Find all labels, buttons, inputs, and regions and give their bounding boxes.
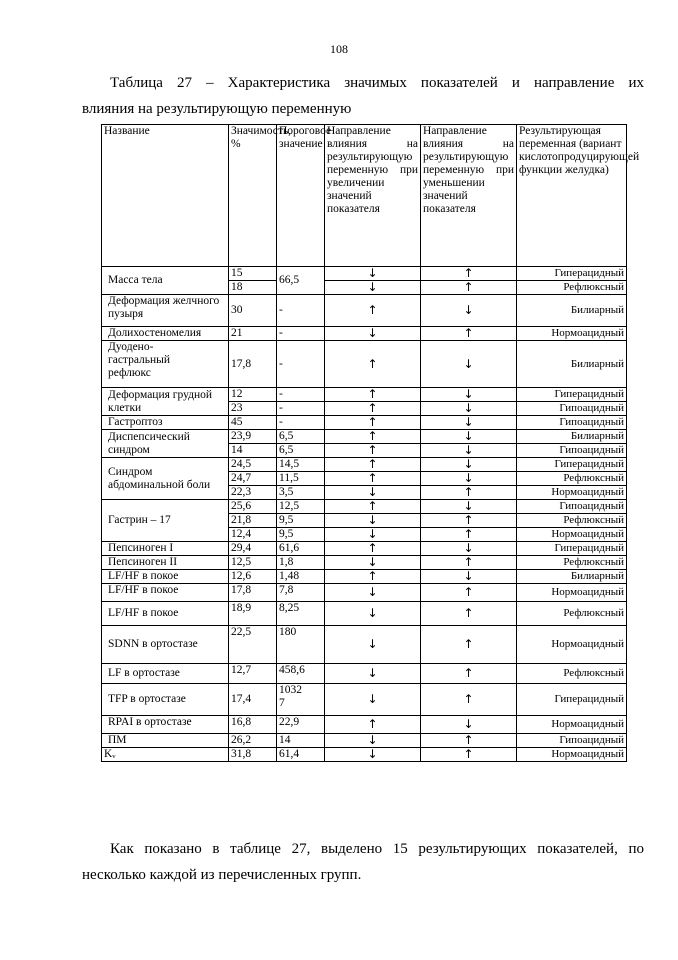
cell-significance: 21 xyxy=(229,327,277,341)
table-header-row xyxy=(102,125,627,267)
cell-increase-arrow: ↑ xyxy=(325,500,421,514)
header-result: Результирующая переменная (вариант кислотопродуцирующей функции желудка) xyxy=(517,125,627,267)
cell-result: Рефлюксный xyxy=(517,664,627,684)
cell-increase-arrow: ↓ xyxy=(325,626,421,664)
cell-significance: 24,7 xyxy=(229,472,277,486)
cell-threshold: 1,8 xyxy=(277,556,325,570)
table-row xyxy=(102,734,627,748)
cell-decrease-arrow: ↑ xyxy=(421,584,517,602)
cell-increase-arrow: ↓ xyxy=(325,748,421,762)
cell-name: Дуодено-гастральный рефлюкс xyxy=(102,341,229,388)
cell-result: Гипоацидный xyxy=(517,416,627,430)
table-caption xyxy=(82,70,644,122)
cell-result: Рефлюксный xyxy=(517,556,627,570)
cell-threshold: 180 xyxy=(277,626,325,664)
cell-decrease-arrow: ↓ xyxy=(421,472,517,486)
cell-increase-arrow: ↑ xyxy=(325,295,421,327)
cell-name: SDNN в ортостазе xyxy=(102,626,229,664)
cell-increase-arrow: ↓ xyxy=(325,602,421,626)
cell-decrease-arrow: ↓ xyxy=(421,388,517,402)
cell-decrease-arrow: ↓ xyxy=(421,716,517,734)
table-row xyxy=(102,664,627,684)
cell-threshold: 14,5 xyxy=(277,458,325,472)
cell-decrease-arrow: ↑ xyxy=(421,684,517,716)
cell-decrease-arrow: ↑ xyxy=(421,664,517,684)
header-increase: Направление влияния на результирующую переменную при увеличении значений показателя xyxy=(325,125,421,267)
cell-result: Гипоацидный xyxy=(517,734,627,748)
cell-decrease-arrow: ↑ xyxy=(421,267,517,281)
cell-decrease-arrow: ↑ xyxy=(421,626,517,664)
cell-significance: 21,8 xyxy=(229,514,277,528)
cell-threshold: 61,6 xyxy=(277,542,325,556)
cell-decrease-arrow: ↓ xyxy=(421,416,517,430)
table-row xyxy=(102,626,627,664)
cell-result: Рефлюксный xyxy=(517,602,627,626)
cell-significance: 12,4 xyxy=(229,528,277,542)
cell-significance: 31,8 xyxy=(229,748,277,762)
cell-decrease-arrow: ↓ xyxy=(421,295,517,327)
cell-increase-arrow: ↑ xyxy=(325,542,421,556)
cell-significance: 17,8 xyxy=(229,341,277,388)
cell-name: Деформация грудной клетки xyxy=(102,388,229,416)
cell-increase-arrow: ↑ xyxy=(325,570,421,584)
table-row xyxy=(102,500,627,514)
footer-paragraph xyxy=(82,836,644,888)
cell-result: Гиперацидный xyxy=(517,684,627,716)
cell-threshold: 458,6 xyxy=(277,664,325,684)
cell-name: Пепсиноген II xyxy=(102,556,229,570)
cell-name: LF/HF в покое xyxy=(102,602,229,626)
cell-decrease-arrow: ↓ xyxy=(421,430,517,444)
cell-significance: 12,5 xyxy=(229,556,277,570)
cell-increase-arrow: ↑ xyxy=(325,472,421,486)
cell-increase-arrow: ↑ xyxy=(325,416,421,430)
cell-decrease-arrow: ↑ xyxy=(421,556,517,570)
cell-threshold: 14 xyxy=(277,734,325,748)
cell-significance: 12 xyxy=(229,388,277,402)
cell-threshold: 3,5 xyxy=(277,486,325,500)
cell-name: Синдром абдоминальной боли xyxy=(102,458,229,500)
cell-decrease-arrow: ↑ xyxy=(421,602,517,626)
cell-result: Нормоацидный xyxy=(517,748,627,762)
cell-result: Рефлюксный xyxy=(517,514,627,528)
cell-result: Гиперацидный xyxy=(517,458,627,472)
cell-name: LF/HF в покое xyxy=(102,570,229,584)
cell-threshold: 6,5 xyxy=(277,444,325,458)
table-row xyxy=(102,542,627,556)
cell-decrease-arrow: ↓ xyxy=(421,402,517,416)
cell-significance: 15 xyxy=(229,267,277,281)
cell-threshold: 9,5 xyxy=(277,528,325,542)
cell-result: Гиперацидный xyxy=(517,267,627,281)
table-row xyxy=(102,267,627,281)
cell-result: Нормоацидный xyxy=(517,584,627,602)
cell-threshold: 8,25 xyxy=(277,602,325,626)
cell-threshold: - xyxy=(277,416,325,430)
cell-decrease-arrow: ↓ xyxy=(421,341,517,388)
cell-significance: 17,8 xyxy=(229,584,277,602)
cell-threshold: - xyxy=(277,341,325,388)
header-threshold: Пороговое значение xyxy=(277,125,325,267)
cell-significance: 18,9 xyxy=(229,602,277,626)
cell-increase-arrow: ↓ xyxy=(325,734,421,748)
cell-name: Деформация желчного пузыря xyxy=(102,295,229,327)
cell-decrease-arrow: ↑ xyxy=(421,748,517,762)
cell-decrease-arrow: ↑ xyxy=(421,486,517,500)
cell-name: ПМ xyxy=(102,734,229,748)
cell-name: TFP в ортостазе xyxy=(102,684,229,716)
cell-significance: 23 xyxy=(229,402,277,416)
cell-decrease-arrow: ↓ xyxy=(421,458,517,472)
cell-result: Нормоацидный xyxy=(517,327,627,341)
cell-result: Билиарный xyxy=(517,430,627,444)
cell-significance: 26,2 xyxy=(229,734,277,748)
cell-name: LF/HF в покое xyxy=(102,584,229,602)
cell-result: Билиарный xyxy=(517,570,627,584)
cell-significance: 30 xyxy=(229,295,277,327)
cell-increase-arrow: ↓ xyxy=(325,664,421,684)
cell-name: Пепсиноген I xyxy=(102,542,229,556)
cell-increase-arrow: ↑ xyxy=(325,388,421,402)
cell-result: Нормоацидный xyxy=(517,626,627,664)
table-row xyxy=(102,388,627,402)
cell-significance: 12,6 xyxy=(229,570,277,584)
cell-threshold: 11,5 xyxy=(277,472,325,486)
cell-threshold: 6,5 xyxy=(277,430,325,444)
cell-increase-arrow: ↓ xyxy=(325,528,421,542)
cell-increase-arrow: ↓ xyxy=(325,281,421,295)
header-name: Название xyxy=(102,125,229,267)
cell-decrease-arrow: ↓ xyxy=(421,500,517,514)
caption-line-1: Таблица 27 – Характеристика значимых показателей и направление их xyxy=(110,75,644,91)
cell-name: RPAI в ортостазе xyxy=(102,716,229,734)
cell-threshold: 12,5 xyxy=(277,500,325,514)
table-row xyxy=(102,684,627,716)
cell-threshold: 22,9 xyxy=(277,716,325,734)
table-row xyxy=(102,748,627,762)
footer-line-1: Как показано в таблице 27, выделено 15 результирующих показателей, по xyxy=(110,841,644,857)
cell-significance: 23,9 xyxy=(229,430,277,444)
cell-name: Диспепсический синдром xyxy=(102,430,229,458)
cell-result: Гипоацидный xyxy=(517,444,627,458)
table-row xyxy=(102,458,627,472)
cell-result: Гиперацидный xyxy=(517,388,627,402)
cell-result: Гипоацидный xyxy=(517,402,627,416)
cell-significance: 22,5 xyxy=(229,626,277,664)
cell-threshold: 1,48 xyxy=(277,570,325,584)
cell-name: Kᵥ xyxy=(102,748,229,762)
cell-name: Гастроптоз xyxy=(102,416,229,430)
data-table xyxy=(101,124,640,762)
cell-threshold: 10327 xyxy=(277,684,325,716)
cell-significance: 17,4 xyxy=(229,684,277,716)
cell-significance: 45 xyxy=(229,416,277,430)
cell-threshold: - xyxy=(277,295,325,327)
cell-name: Долихостеномелия xyxy=(102,327,229,341)
cell-increase-arrow: ↑ xyxy=(325,458,421,472)
table-row xyxy=(102,716,627,734)
cell-decrease-arrow: ↑ xyxy=(421,734,517,748)
cell-increase-arrow: ↓ xyxy=(325,684,421,716)
cell-significance: 12,7 xyxy=(229,664,277,684)
header-significance: Значимость, % xyxy=(229,125,277,267)
cell-increase-arrow: ↑ xyxy=(325,444,421,458)
table-row xyxy=(102,341,627,388)
cell-increase-arrow: ↓ xyxy=(325,556,421,570)
cell-result: Рефлюксный xyxy=(517,472,627,486)
cell-name: Масса тела xyxy=(102,267,229,295)
cell-threshold: 66,5 xyxy=(277,267,325,295)
cell-significance: 29,4 xyxy=(229,542,277,556)
cell-threshold: 61,4 xyxy=(277,748,325,762)
page-number: 108 xyxy=(330,42,348,56)
cell-significance: 24,5 xyxy=(229,458,277,472)
table-row xyxy=(102,584,627,602)
footer-line-2: несколько каждой из перечисленных групп. xyxy=(82,867,362,883)
cell-increase-arrow: ↑ xyxy=(325,341,421,388)
cell-significance: 22,3 xyxy=(229,486,277,500)
cell-threshold: - xyxy=(277,388,325,402)
table-row xyxy=(102,416,627,430)
cell-decrease-arrow: ↓ xyxy=(421,444,517,458)
cell-result: Гиперацидный xyxy=(517,542,627,556)
caption-line-2: влияния на результирующую переменную xyxy=(82,101,352,117)
table-row xyxy=(102,327,627,341)
cell-significance: 25,6 xyxy=(229,500,277,514)
cell-increase-arrow: ↑ xyxy=(325,430,421,444)
cell-significance: 14 xyxy=(229,444,277,458)
cell-decrease-arrow: ↑ xyxy=(421,514,517,528)
cell-significance: 18 xyxy=(229,281,277,295)
cell-decrease-arrow: ↑ xyxy=(421,528,517,542)
cell-increase-arrow: ↓ xyxy=(325,584,421,602)
cell-increase-arrow: ↓ xyxy=(325,267,421,281)
cell-increase-arrow: ↓ xyxy=(325,486,421,500)
cell-result: Нормоацидный xyxy=(517,716,627,734)
cell-decrease-arrow: ↑ xyxy=(421,281,517,295)
cell-result: Билиарный xyxy=(517,295,627,327)
table-row xyxy=(102,295,627,327)
cell-increase-arrow: ↓ xyxy=(325,327,421,341)
cell-result: Рефлюксный xyxy=(517,281,627,295)
table-row xyxy=(102,556,627,570)
cell-result: Нормоацидный xyxy=(517,528,627,542)
cell-significance: 16,8 xyxy=(229,716,277,734)
cell-name: LF в ортостазе xyxy=(102,664,229,684)
cell-result: Билиарный xyxy=(517,341,627,388)
cell-result: Гипоацидный xyxy=(517,500,627,514)
cell-threshold: - xyxy=(277,402,325,416)
cell-result: Нормоацидный xyxy=(517,486,627,500)
cell-threshold: 7,8 xyxy=(277,584,325,602)
cell-increase-arrow: ↑ xyxy=(325,402,421,416)
table-row xyxy=(102,602,627,626)
cell-threshold: 9,5 xyxy=(277,514,325,528)
cell-decrease-arrow: ↑ xyxy=(421,327,517,341)
cell-decrease-arrow: ↓ xyxy=(421,542,517,556)
cell-increase-arrow: ↑ xyxy=(325,716,421,734)
cell-name: Гастрин – 17 xyxy=(102,500,229,542)
cell-decrease-arrow: ↓ xyxy=(421,570,517,584)
table-row xyxy=(102,430,627,444)
cell-increase-arrow: ↓ xyxy=(325,514,421,528)
cell-threshold: - xyxy=(277,327,325,341)
table-row xyxy=(102,570,627,584)
header-decrease: Направление влияния на результирующую переменную при уменьшении значений показателя xyxy=(421,125,517,267)
